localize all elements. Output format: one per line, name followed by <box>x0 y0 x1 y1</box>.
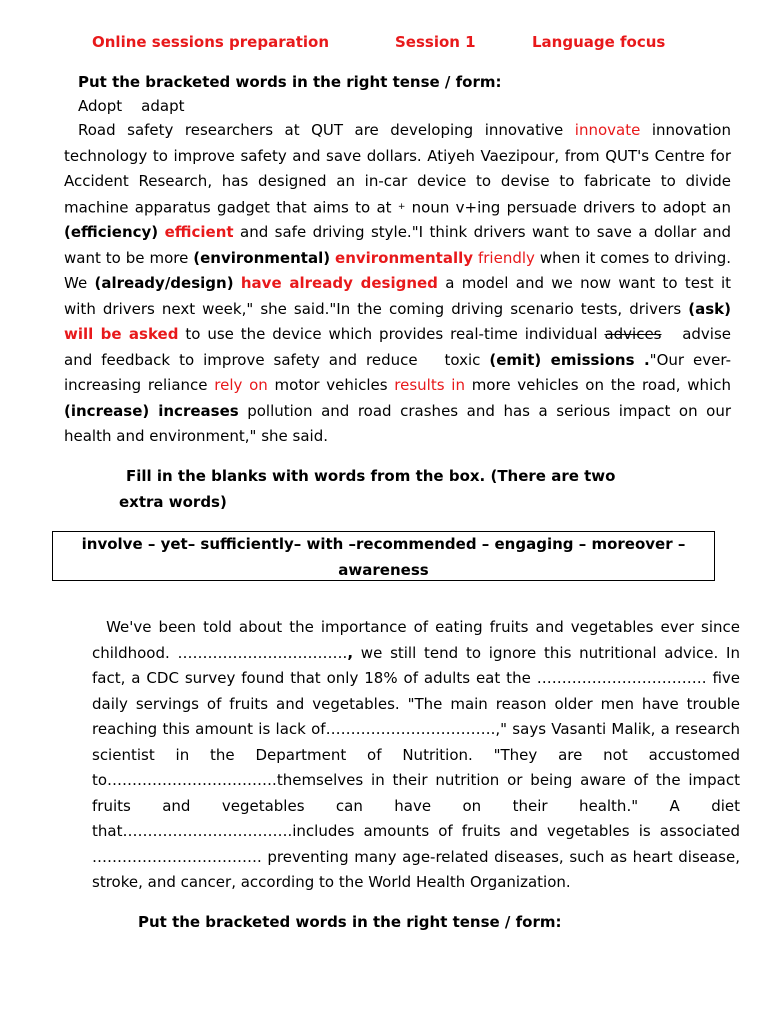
answer-text: will be asked <box>64 325 179 344</box>
text-run: when it comes to driving. We <box>64 248 731 293</box>
page-header <box>0 33 768 53</box>
bracketed-word: (efficiency) <box>64 223 159 242</box>
text-run: a model and we now want to test it with drivers next week," she said."In the coming driving scenario tests, drivers <box>64 274 732 318</box>
section1-instruction: Put the bracketed words in the right tense / form: <box>78 73 502 91</box>
text-run: innovation technology to improve safety and save dollars. Atiyeh Vaezipour, from QUT's Centre for Accident Research, has designed an in-car device to devise to fabricate to divide machine apparatus gadget that aims to at <box>64 121 731 216</box>
bracketed-word: (increase) increases <box>64 401 239 420</box>
bracketed-word: (environmental) <box>193 248 331 267</box>
answer-text: environmentally <box>335 248 474 267</box>
correction-text: friendly <box>477 248 535 267</box>
correction-text: rely on <box>214 376 268 395</box>
word-box-line1: involve – yet– sufficiently– with –recommended – engaging – moreover – <box>81 535 686 553</box>
word-box-line2: awareness <box>338 560 429 579</box>
text-run: advise and feedback to improve safety and reduce toxic <box>64 325 736 369</box>
correction-text: innovate <box>574 121 641 139</box>
text-run: We've been told about the importance of eating fruits and vegetables ever since childhood. ……………………………. <box>92 618 745 662</box>
text-run: Road safety researchers at QUT are developing innovative <box>78 121 575 139</box>
header-session: Session 1 <box>395 33 476 51</box>
text-run: and safe driving style."I think drivers want to save a dollar and want to be more <box>64 223 731 267</box>
section2-instruction-line1: Fill in the blanks with words from the box. (There are two <box>126 467 616 485</box>
text-run: motor vehicles <box>267 376 395 395</box>
header-title: Online sessions preparation <box>92 33 330 51</box>
bracketed-word: (ask) <box>688 299 731 318</box>
text-run: more vehicles on the road, which <box>464 376 731 395</box>
section1-paragraph <box>64 118 736 450</box>
text-run: noun v+ing persuade drivers to adopt an <box>405 197 732 216</box>
bracketed-word: (already/design) <box>94 274 234 293</box>
plus-sign: + <box>397 201 406 212</box>
text-run: "Our ever-increasing reliance <box>64 350 731 395</box>
text-run: to use the device which provides real-time individual <box>178 325 605 344</box>
answer-text: have already designed <box>240 274 438 293</box>
bold-comma: , <box>347 643 354 662</box>
header-focus: Language focus <box>532 33 666 51</box>
word-box <box>52 531 715 581</box>
answer-text: efficient <box>164 223 234 242</box>
correction-text: results in <box>394 376 465 395</box>
section2-paragraph <box>92 615 745 896</box>
section2-instruction-line2: extra words) <box>119 493 227 511</box>
section1-word-pair: Adopt adapt <box>78 97 185 115</box>
struck-word: advices <box>604 325 662 344</box>
text-run: pollution and road crashes and has a serious impact on our health and environment," she said. <box>64 401 731 446</box>
section3-instruction: Put the bracketed words in the right tense / form: <box>138 913 562 931</box>
text-run: we still tend to ignore this nutritional advice. In fact, a CDC survey found that only 18% of adults eat the ……………………………. five daily servings of fruits and vegetables. "The main reason older men have trouble reaching this amount is lack of…………………………….," says Vasanti Malik, a research scientist in the Department of Nutrition. "They are not accustomed to…………………………….themselves in their nutrition or being aware of the impact fruits and vegetables can have on their health." A diet that…………………………….includes amounts of fruits and vegetables is associated ……………………………. preventing many age-related diseases, such as heart disease, stroke, and cancer, according to the World Health Organization. <box>92 643 740 891</box>
bracketed-word: (emit) emissions . <box>489 350 650 369</box>
